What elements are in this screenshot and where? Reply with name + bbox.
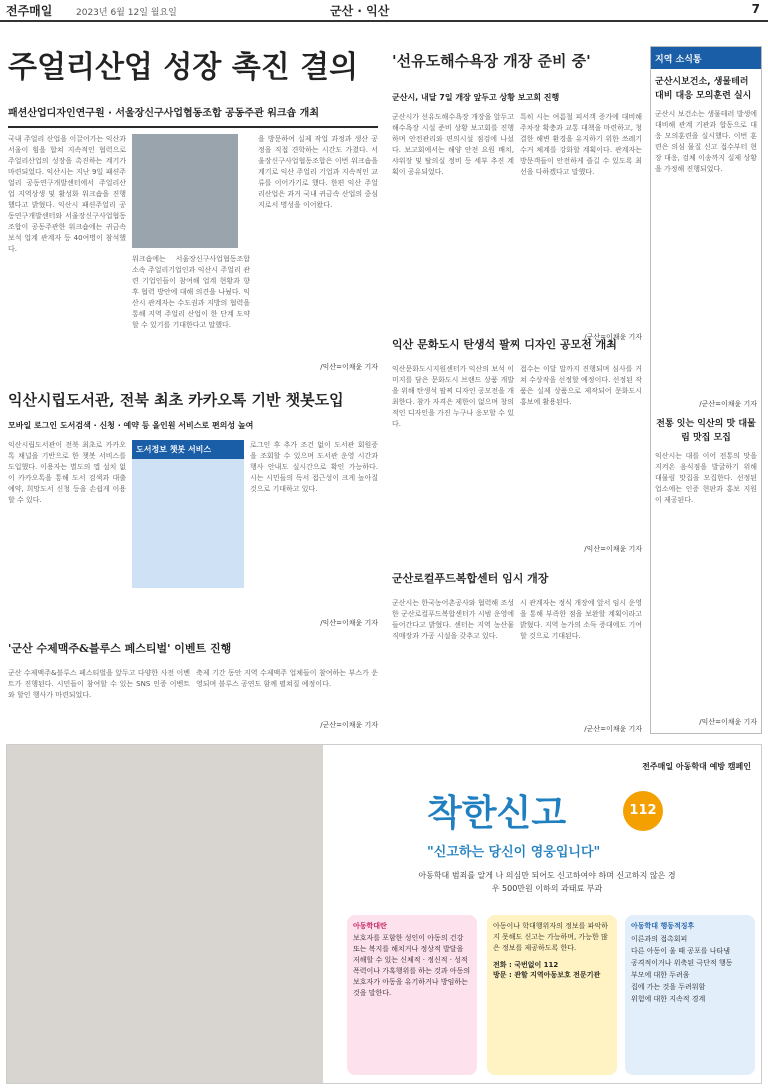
divider — [8, 126, 378, 128]
article5-col1: 군산시는 한국농어촌공사와 협력해 조성한 군산로컬푸드복합센터가 시범 운영에 들어간다고 밝혔다. 센터는 지역 농산물 직매장과 가공 시설을 갖추고 있다. — [392, 599, 514, 640]
sidebar-story1-title: 군산시보건소, 생물테러 대비 대응 모의훈련 실시 — [655, 77, 752, 101]
article1-title: 주얼리산업 성장 촉진 결의 — [8, 50, 359, 85]
article2-title: '선유도해수욕장 개장 준비 중' — [392, 52, 591, 70]
article3-col2: 로그인 후 추가 조건 없이 도서관 회원증을 조회할 수 있으며 도서관 운영 시간과 행사 안내도 실시간으로 확인 가능하다. 시는 시민들의 독서 접근성이 크게 높아질 것으로 기대하고 있다. — [250, 441, 378, 493]
ad-box3-item: 다른 아동이 울 때 공포를 나타냄 — [631, 947, 731, 955]
sidebar-tab: 지역 소식통 — [651, 47, 761, 69]
ad-campaign — [6, 744, 762, 1084]
ad-box3-list — [631, 933, 749, 1005]
article1-col1: 국내 주얼리 산업을 이끌어가는 익산과 서울이 힘을 합쳐 지속적인 협력으로 주얼리산업의 성장을 촉진하는 계기가 마련되었다. 익산시는 지난 9일 패션주얼리 공동연구개발센터에서 주얼리산업 지역상생 및 활성화 워크숍을 진행했다고 밝혔다. 익산시 패션주얼리 공동연구개발센터와 서울장신구사업협동조합이 공동주관한 워크숍에는 귀금속 보석 업계 관계자 등 40여명이 참석했다. — [8, 135, 126, 253]
article6-col2: 축제 기간 동안 지역 수제맥주 업체들이 참여하는 부스가 운영되며 블루스 공연도 함께 펼쳐질 예정이다. — [196, 669, 378, 688]
ad-box1-title: 아동학대란 — [353, 922, 387, 930]
sidebar-story2-byline: /익산=이채윤 기자 — [699, 718, 757, 726]
article4-title: 익산 문화도시 탄생석 팔찌 디자인 공모전 개최 — [392, 338, 617, 351]
article1-photo — [132, 134, 238, 248]
ad-desc: 아동학대 범죄를 알게 나 의심만 되어도 신고하여야 하며 신고하지 않은 경우 500만원 이하의 과태료 부과 — [418, 871, 676, 893]
article6-title: '군산 수제맥주&블루스 페스티벌' 이벤트 진행 — [8, 642, 232, 655]
ad-box3-title: 아동학대 행동적징후 — [631, 922, 695, 930]
ad-slogan: "신고하는 당신이 영웅입니다" — [427, 845, 601, 860]
ad-box3-item: 집에 가는 것을 두려워함 — [631, 983, 706, 991]
article6-col1: 군산 수제맥주&블루스 페스티벌을 앞두고 다양한 사전 이벤트가 진행된다. 시민들이 참여할 수 있는 SNS 인증 이벤트와 할인 행사가 마련되었다. — [8, 669, 190, 699]
article3-title: 익산시립도서관, 전북 최초 카카오톡 기반 챗봇도입 — [8, 391, 344, 409]
article2-col1: 군산시가 선유도해수욕장 개장을 앞두고 해수욕장 시설 준비 상황 보고회를 진행하며 안전관리와 편의시설 점검에 나섰다. 보고회에서는 해양 안전 요원 배치, 샤워장 및 탈의실 정비 등 세부 추진 계획이 공유되었다. — [392, 113, 514, 176]
ad-photo — [7, 745, 323, 1083]
article4-col2: 접수는 이달 말까지 진행되며 심사를 거쳐 수상작을 선정할 예정이다. 선정된 작품은 실제 상품으로 제작되어 문화도시 홍보에 활용된다. — [520, 365, 642, 406]
article3-subtitle: 모바일 로그인 도서검색 · 신청 · 예약 등 올인원 서비스로 편의성 높여 — [8, 421, 254, 430]
ad-campaign-label: 전주매일 아동학대 예방 캠페인 — [642, 762, 751, 771]
article5-col2: 시 관계자는 정식 개장에 앞서 임시 운영을 통해 부족한 점을 보완할 계획이라고 밝혔다. 지역 농가의 소득 증대에도 기여할 것으로 기대된다. — [520, 599, 642, 640]
sidebar-story2-body: 익산시는 대를 이어 전통의 맛을 지켜온 음식점을 발굴하기 위해 대물림 맛집을 모집한다. 선정된 업소에는 인증 현판과 홍보 지원이 제공된다. — [655, 452, 757, 504]
ad-box2-phone: 전화 : 국번없이 112 — [493, 961, 559, 969]
chatbot-image — [132, 440, 244, 588]
ad-box2-body: 아동이나 학대행위자의 정보를 파악하지 못해도 신고는 가능하며, 가능한 많은 정보를 제공하도록 한다. — [493, 922, 608, 952]
sidebar — [650, 46, 762, 734]
article3-byline: /익산=이채윤 기자 — [320, 619, 378, 627]
article4-col1: 익산문화도시지원센터가 익산의 보석 이미지를 담은 문화도시 브랜드 상품 개발을 위해 탄생석 팔찌 디자인 공모전을 개최한다. 참가 자격은 제한이 없으며 창의적인 디자인을 가진 누구나 응모할 수 있다. — [392, 365, 514, 428]
ad-box1-body: 보호자를 포함한 성인이 아동의 건강 또는 복지를 해치거나 정상적 발달을 저해할 수 있는 신체적 · 정신적 · 성적 폭력이나 가혹행위를 하는 것과 아동의 보호자가 아동을 유기하거나 방임하는 것을 말한다. — [353, 934, 471, 997]
sidebar-story2-title: 전통 잇는 익산의 맛 대물림 맛집 모집 — [656, 419, 756, 443]
ad-logo: 착한신고 — [427, 793, 567, 834]
article1-subtitle: 패션산업디자인연구원 · 서울장신구사업협동조합 공동주관 워크숍 개최 — [8, 108, 320, 119]
paper-name: 전주매일 — [6, 4, 53, 18]
section-title: 군산 · 익산 — [330, 4, 390, 18]
article4-byline: /익산=이채윤 기자 — [584, 545, 642, 553]
article6-byline: /군산=이채윤 기자 — [320, 721, 378, 729]
ad-box3-item: 공격적이거나 위축된 극단적 행동 — [631, 959, 733, 967]
article1-col2: 워크숍에는 서울장신구사업협동조합 소속 주얼리기업인과 익산시 주얼리 관련 기업인들이 참여해 업계 현황과 향후 협력 방안에 대해 의견을 나눴다. 익산시 관계자는 수도권과 지방의 협력을 통해 지역 주얼리 산업이 한 단계 도약할 수 있기를 기대한다고 말했다. — [132, 255, 250, 329]
sidebar-story1-body: 군산시 보건소는 생물테러 발생에 대비해 관계 기관과 합동으로 대응 모의훈련을 실시했다. 이번 훈련은 의심 물질 신고 접수부터 현장 대응, 검체 이송까지 실제 상황을 가정해 진행되었다. — [655, 110, 757, 173]
article1-col3: 을 방문하여 실제 작업 과정과 생산 공정을 직접 견학하는 시간도 가졌다. 서울장신구사업협동조합은 이번 워크숍을 계기로 익산 주얼리 기업과 지속적인 교류를 이어가기로 했다. 한편 익산 주얼리산업은 과거 국내 귀금속 산업의 중심지로서 명성을 이어왔다. — [258, 135, 378, 209]
page-number: 7 — [751, 2, 760, 16]
ad-box3-item: 위험에 대한 지속적 경계 — [631, 995, 706, 1003]
ad-box1 — [347, 915, 477, 1075]
ad-112-badge: 112 — [623, 791, 663, 831]
ad-box2-visit: 방문 : 관할 지역아동보호 전문기관 — [493, 971, 601, 979]
ad-box3-item: 부모에 대한 두려움 — [631, 971, 690, 979]
article5-title: 군산로컬푸드복합센터 임시 개장 — [392, 572, 549, 585]
article3-col1: 익산시립도서관이 전북 최초로 카카오톡 채널을 기반으로 한 챗봇 서비스를 도입했다. 이용자는 별도의 앱 설치 없이 카카오톡을 통해 도서 검색과 대출 예약, 희망도서 신청 등을 손쉽게 이용할 수 있다. — [8, 441, 126, 504]
chatbot-caption: 도서정보 챗봇 서비스 — [132, 440, 244, 459]
masthead — [0, 0, 768, 22]
sidebar-story1-byline: /군산=이채윤 기자 — [699, 400, 757, 408]
article5-byline: /군산=이채윤 기자 — [584, 725, 642, 733]
ad-box2 — [487, 915, 617, 1075]
article2-subtitle: 군산시, 내달 7일 개장 앞두고 상황 보고회 진행 — [392, 93, 560, 102]
ad-box3 — [625, 915, 755, 1075]
issue-date: 2023년 6월 12일 월요일 — [76, 8, 177, 18]
article2-col2: 특히 시는 여름철 피서객 증가에 대비해 주차장 확충과 교통 대책을 마련하고, 청결한 해변 환경을 유지하기 위한 쓰레기 수거 체계를 강화할 계획이다. 관계자는 방문객들이 안전하게 즐길 수 있도록 최선을 다하겠다고 말했다. — [520, 113, 642, 176]
article1-byline: /익산=이채윤 기자 — [320, 363, 378, 371]
ad-box3-item: 이른과의 접촉회피 — [631, 935, 688, 943]
article2-byline: /군산=이채윤 기자 — [584, 333, 642, 341]
